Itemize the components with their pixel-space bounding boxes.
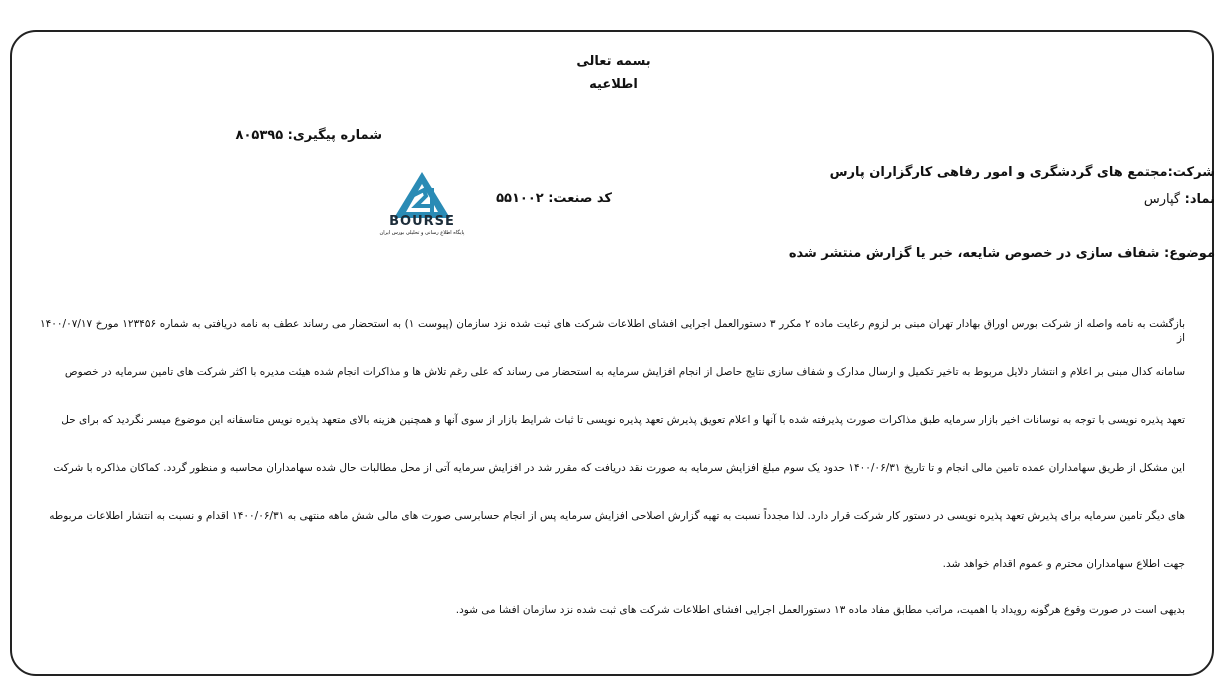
body-line-1: بازگشت به نامه واصله از شرکت بورس اوراق بهادار تهران مبنی بر لزوم رعایت ماده ۲ مکرر ۳ دستورالعمل اجرایی افشای اطلاعات شرکت های ثبت شده نزد سازمان (پیوست ۱) به استحضار می رساند عطف به نامه دریافتی به شماره ۱۲۳۴۵۶ مورخ ۱۴۰۰/۰۷/۱۷ از <box>40 318 1185 344</box>
company-label: شرکت: <box>1167 165 1215 180</box>
subject-label: موضوع: <box>1164 246 1215 261</box>
logo-tagline: پایگاه اطلاع رسانی و تحلیلی بورس ایران <box>379 230 465 236</box>
bismillah-heading: بسمه تعالی <box>576 54 651 69</box>
logo-brand-text: BOURSE <box>389 214 455 229</box>
body-line-2: سامانه کدال مبنی بر اعلام و انتشار دلایل مربوط به تاخیر تکمیل و ارسال مدارک و شفاف سازی نتایج حاصل از انجام افزایش سرمایه به استحضار می رساند که علی رغم تلاش ها و مذاکرات انجام شده هیئت مدیره با اکثر شرکت های تامین سرمایه در خصوص <box>64 366 1185 378</box>
tracking-label: شماره پیگیری: <box>287 128 382 143</box>
tracking-number <box>236 128 382 143</box>
body-line-5: های دیگر تامین سرمایه برای پذیرش تعهد پذیره نویسی در دستور کار شرکت قرار دارد. لذا مجدداً نسبت به تهیه گزارش اصلاحی افزایش سرمایه پس از انجام حسابرسی صورت های مالی شش ماهه منتهی به ۱۴۰۰/۰۶/۳۱ اقدام و نسبت به انتشار اطلاعات مربوطه <box>49 510 1185 522</box>
company-line <box>830 165 1215 180</box>
tracking-value: ۸۰۵۳۹۵ <box>235 128 284 143</box>
bourse-logo <box>378 170 466 238</box>
industry-code-label: کد صنعت: <box>548 191 612 206</box>
body-line-7: بدیهی است در صورت وقوع هرگونه رویداد با اهمیت، مراتب مطابق مفاد ماده ۱۳ دستورالعمل اجرایی افشای اطلاعات شرکت های ثبت شده نزد سازمان افشا می شود. <box>455 604 1185 616</box>
industry-code-value: ۵۵۱۰۰۲ <box>496 191 544 206</box>
subject-text: شفاف سازی در خصوص شایعه، خبر یا گزارش منتشر شده <box>788 246 1160 261</box>
symbol-value: گپارس <box>1143 192 1181 207</box>
industry-code-line <box>496 191 612 206</box>
symbol-line <box>1144 192 1215 207</box>
body-line-3: تعهد پذیره نویسی با توجه به نوسانات اخیر بازار سرمایه طبق مذاکرات صورت پذیرفته شده با آنها و اعلام تعویق پذیرش تعهد پذیره نویسی تا ثبات شرایط بازار از سوی آنها و همچنین هزینه بالای متعهد پذیره نویس متاسفانه این موضوع میسر نگردید که برای حل <box>61 414 1185 426</box>
body-line-4: این مشکل از طریق سهامداران عمده تامین مالی انجام و تا تاریخ ۱۴۰۰/۰۶/۳۱ حدود یک سوم مبلغ افزایش سرمایه به صورت نقد دریافت که مقرر شد در افزایش سرمایه آتی از محل مطالبات حال شده سهامداران محاسبه و منظور گردد. کماکان مذاکره با شرکت <box>53 462 1185 474</box>
body-line-6: جهت اطلاع سهامداران محترم و عموم اقدام خواهد شد. <box>942 558 1185 570</box>
company-name: مجتمع های گردشگری و امور رفاهی کارگزاران پارس <box>829 165 1168 180</box>
document-frame <box>10 30 1214 676</box>
notice-title: اطلاعیه <box>589 77 638 92</box>
subject-line <box>789 246 1215 261</box>
symbol-label: نماد: <box>1184 192 1215 207</box>
